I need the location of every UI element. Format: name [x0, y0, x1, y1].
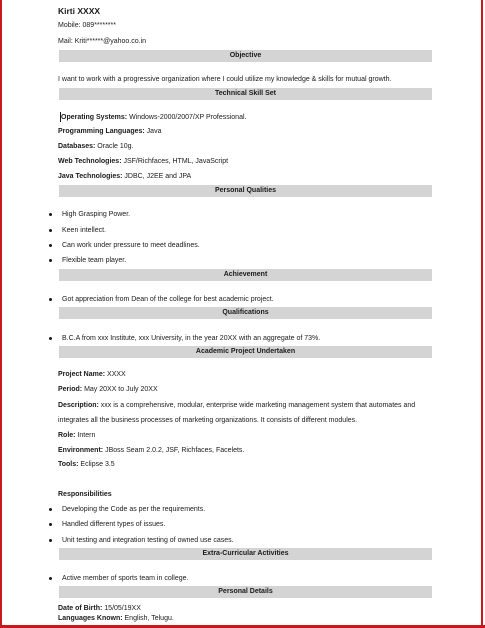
- bullet-dot: [49, 229, 52, 232]
- bullet-dot: [49, 259, 52, 262]
- project-description-cont: integrates all the business processes of marketing organizations. It consists of different modules.: [58, 417, 358, 424]
- section-personal-details: Personal Details: [59, 586, 432, 598]
- project-name: Project Name: XXXX: [58, 371, 126, 378]
- section-objective: Objective: [59, 50, 432, 62]
- bullet-dot: [49, 244, 52, 247]
- skill-databases: Databases: Oracle 10g.: [58, 143, 134, 150]
- skill-operating-systems: Operating Systems: Windows-2000/2007/XP Professional.: [61, 114, 247, 121]
- list-item: Unit testing and integration testing of owned use cases.: [62, 537, 234, 544]
- objective-text: I want to work with a progressive organization where I could utilize my knowledge & skills for mutual growth.: [58, 76, 392, 83]
- list-item: High Grasping Power.: [62, 211, 131, 218]
- project-period: Period: May 20XX to July 20XX: [58, 386, 158, 393]
- bullet-dot: [49, 508, 52, 511]
- bullet-dot: [49, 298, 52, 301]
- languages-known: Languages Known: English, Telugu.: [58, 615, 174, 622]
- list-item: Flexible team player.: [62, 257, 127, 264]
- section-personal-qualities: Personal Qualities: [59, 185, 432, 197]
- list-item: B.C.A from xxx Institute, xxx University, in the year 20XX with an aggregate of 73%.: [62, 335, 321, 342]
- section-academic-project: Academic Project Undertaken: [59, 346, 432, 358]
- skill-java-technologies: Java Technologies: JDBC, J2EE and JPA: [58, 173, 192, 180]
- responsibilities-heading: Responsibilities: [58, 491, 112, 498]
- bullet-dot: [49, 577, 52, 580]
- list-item: Got appreciation from Dean of the college for best academic project.: [62, 296, 274, 303]
- email-address: Mail: Kriti******@yahoo.co.in: [58, 38, 147, 45]
- section-extra-curricular: Extra-Curricular Activities: [59, 548, 432, 560]
- list-item: Can work under pressure to meet deadlines.: [62, 242, 200, 249]
- project-environment: Environment: JBoss Seam 2.0.2, JSF, Richfaces, Facelets.: [58, 447, 245, 454]
- section-achievement: Achievement: [59, 269, 432, 281]
- mobile-number: Mobile: 089********: [58, 22, 116, 29]
- project-role: Role: Intern: [58, 432, 96, 439]
- candidate-name: Kirti XXXX: [58, 6, 101, 16]
- list-item: Active member of sports team in college.: [62, 575, 189, 582]
- page-border-right: [481, 0, 483, 628]
- list-item: Handled different types of issues.: [62, 521, 166, 528]
- section-qualifications: Qualifications: [59, 307, 432, 319]
- skill-programming-languages: Programming Languages: Java: [58, 128, 162, 135]
- project-tools: Tools: Eclipse 3.5: [58, 461, 115, 468]
- list-item: Developing the Code as per the requirements.: [62, 506, 206, 513]
- date-of-birth: Date of Birth: 15/05/19XX: [58, 605, 141, 612]
- list-item: Keen intellect.: [62, 227, 106, 234]
- bullet-dot: [49, 523, 52, 526]
- bullet-dot: [49, 337, 52, 340]
- project-description: Description: xxx is a comprehensive, modular, enterprise wide marketing management system that automates and: [58, 402, 416, 409]
- document-page[interactable]: [2, 0, 481, 625]
- bullet-dot: [49, 539, 52, 542]
- skill-web-technologies: Web Technologies: JSF/Richfaces, HTML, JavaScript: [58, 158, 229, 165]
- bullet-dot: [49, 213, 52, 216]
- section-technical-skills: Technical Skill Set: [59, 88, 432, 100]
